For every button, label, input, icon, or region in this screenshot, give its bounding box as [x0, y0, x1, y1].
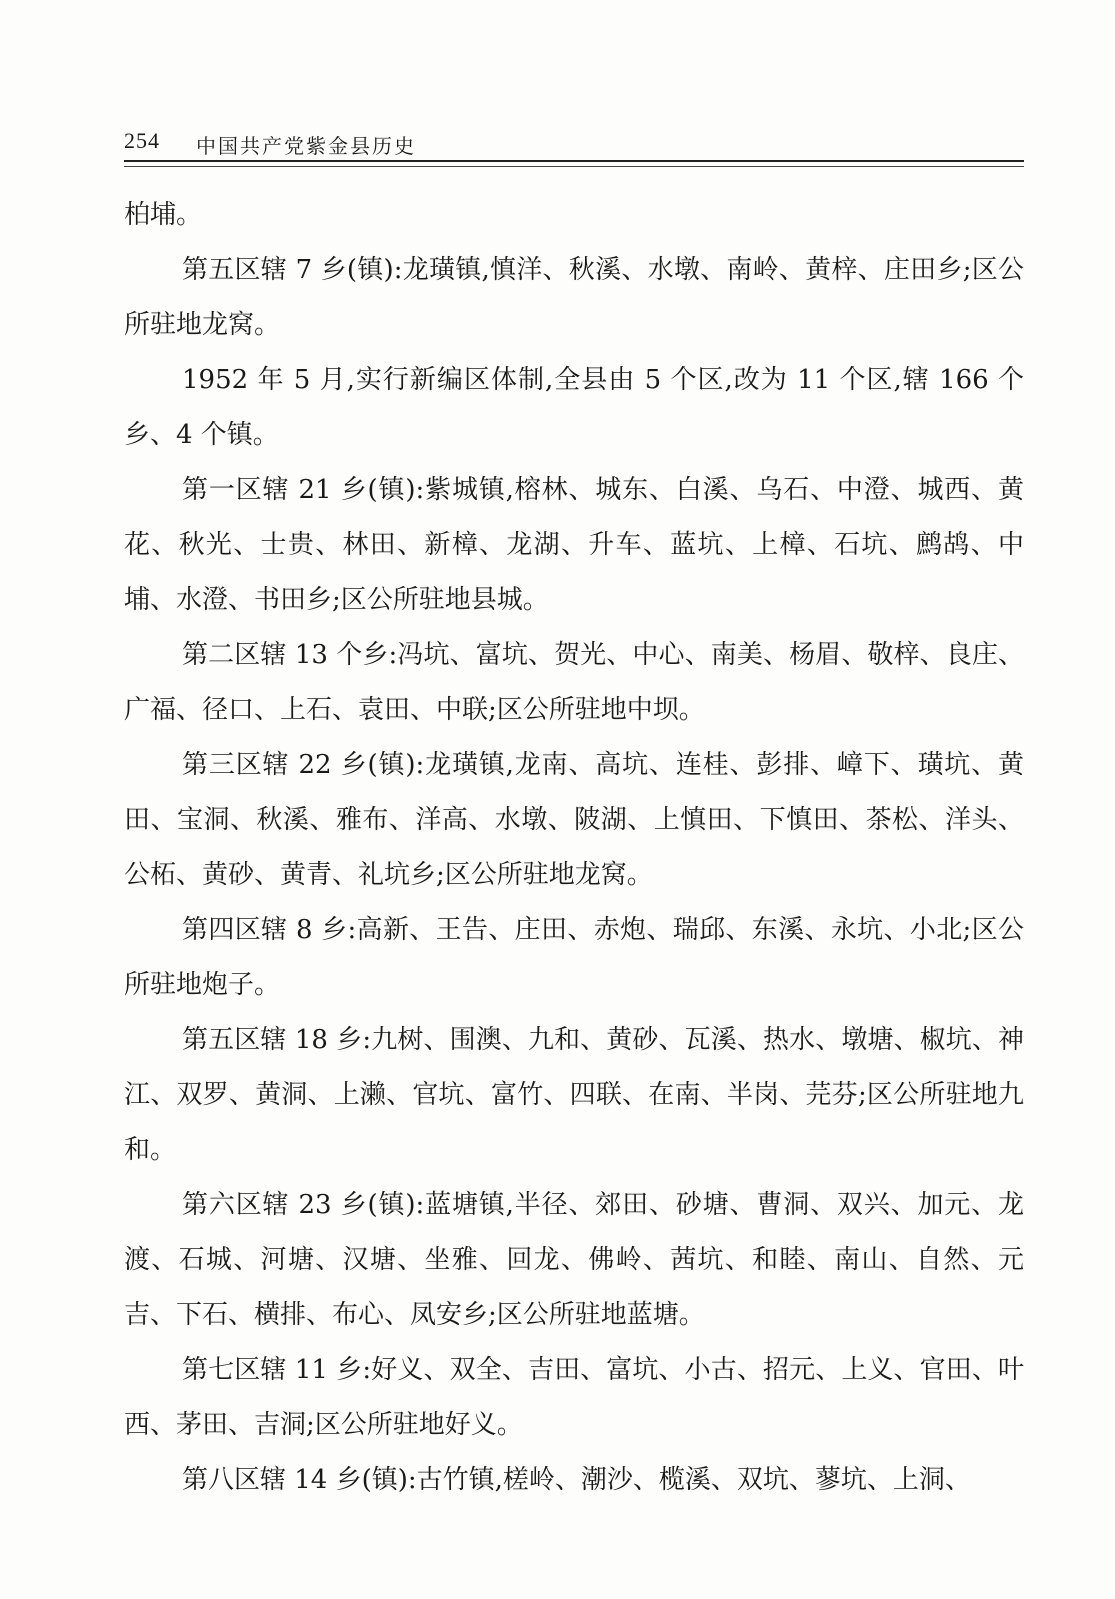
paragraph: 第八区辖 14 乡(镇):古竹镇,槎岭、潮沙、榄溪、双坑、蓼坑、上洞、: [182, 1465, 971, 1495]
page-header: [124, 128, 1024, 168]
paragraph: 柏埔。: [124, 200, 203, 230]
paragraph: 第五区辖 18 乡:九树、围澳、九和、黄砂、瓦溪、热水、墩塘、椒坑、神江、双罗、黄洞、上濑、官坑、富竹、四联、在南、半岗、芫芬;区公所驻地九和。: [124, 1025, 1024, 1165]
paragraph: 第六区辖 23 乡(镇):蓝塘镇,半径、郊田、砂塘、曹洞、双兴、加元、龙渡、石城、河塘、汉塘、坐雅、回龙、佛岭、茜坑、和睦、南山、自然、元吉、下石、横排、布心、凤安乡;区公所驻地蓝塘。: [124, 1190, 1024, 1330]
book-title: 中国共产党紫金县历史: [196, 134, 416, 158]
body-text: [124, 188, 1024, 1508]
paragraph: 第四区辖 8 乡:高新、王告、庄田、赤炮、瑞邱、东溪、永坑、小北;区公所驻地炮子。: [124, 915, 1024, 1000]
paragraph: 1952 年 5 月,实行新编区体制,全县由 5 个区,改为 11 个区,辖 166 个乡、4 个镇。: [124, 365, 1024, 450]
paragraph: 第三区辖 22 乡(镇):龙璜镇,龙南、高坑、连桂、彭排、嶂下、璜坑、黄田、宝洞、秋溪、雅布、洋高、水墩、陂湖、上慎田、下慎田、茶松、洋头、公柘、黄砂、黄青、礼坑乡;区公所驻地龙窝。: [124, 750, 1024, 890]
header-rule-thick: [124, 160, 1024, 162]
header-rule-thin: [124, 166, 1024, 167]
paragraph: 第二区辖 13 个乡:冯坑、富坑、贺光、中心、南美、杨眉、敬梓、良庄、广福、径口、上石、袁田、中联;区公所驻地中坝。: [124, 640, 1024, 725]
paragraph: 第七区辖 11 乡:好义、双全、吉田、富坑、小古、招元、上义、官田、叶西、茅田、吉洞;区公所驻地好义。: [124, 1355, 1024, 1440]
paragraph: 第一区辖 21 乡(镇):紫城镇,榕林、城东、白溪、乌石、中澄、城西、黄花、秋光、士贵、林田、新樟、龙湖、升车、蓝坑、上樟、石坑、鹧鸪、中埔、水澄、书田乡;区公所驻地县城。: [124, 475, 1024, 615]
paragraph: 第五区辖 7 乡(镇):龙璜镇,慎洋、秋溪、水墩、南岭、黄梓、庄田乡;区公所驻地龙窝。: [124, 255, 1024, 340]
page-number: 254: [124, 128, 160, 153]
